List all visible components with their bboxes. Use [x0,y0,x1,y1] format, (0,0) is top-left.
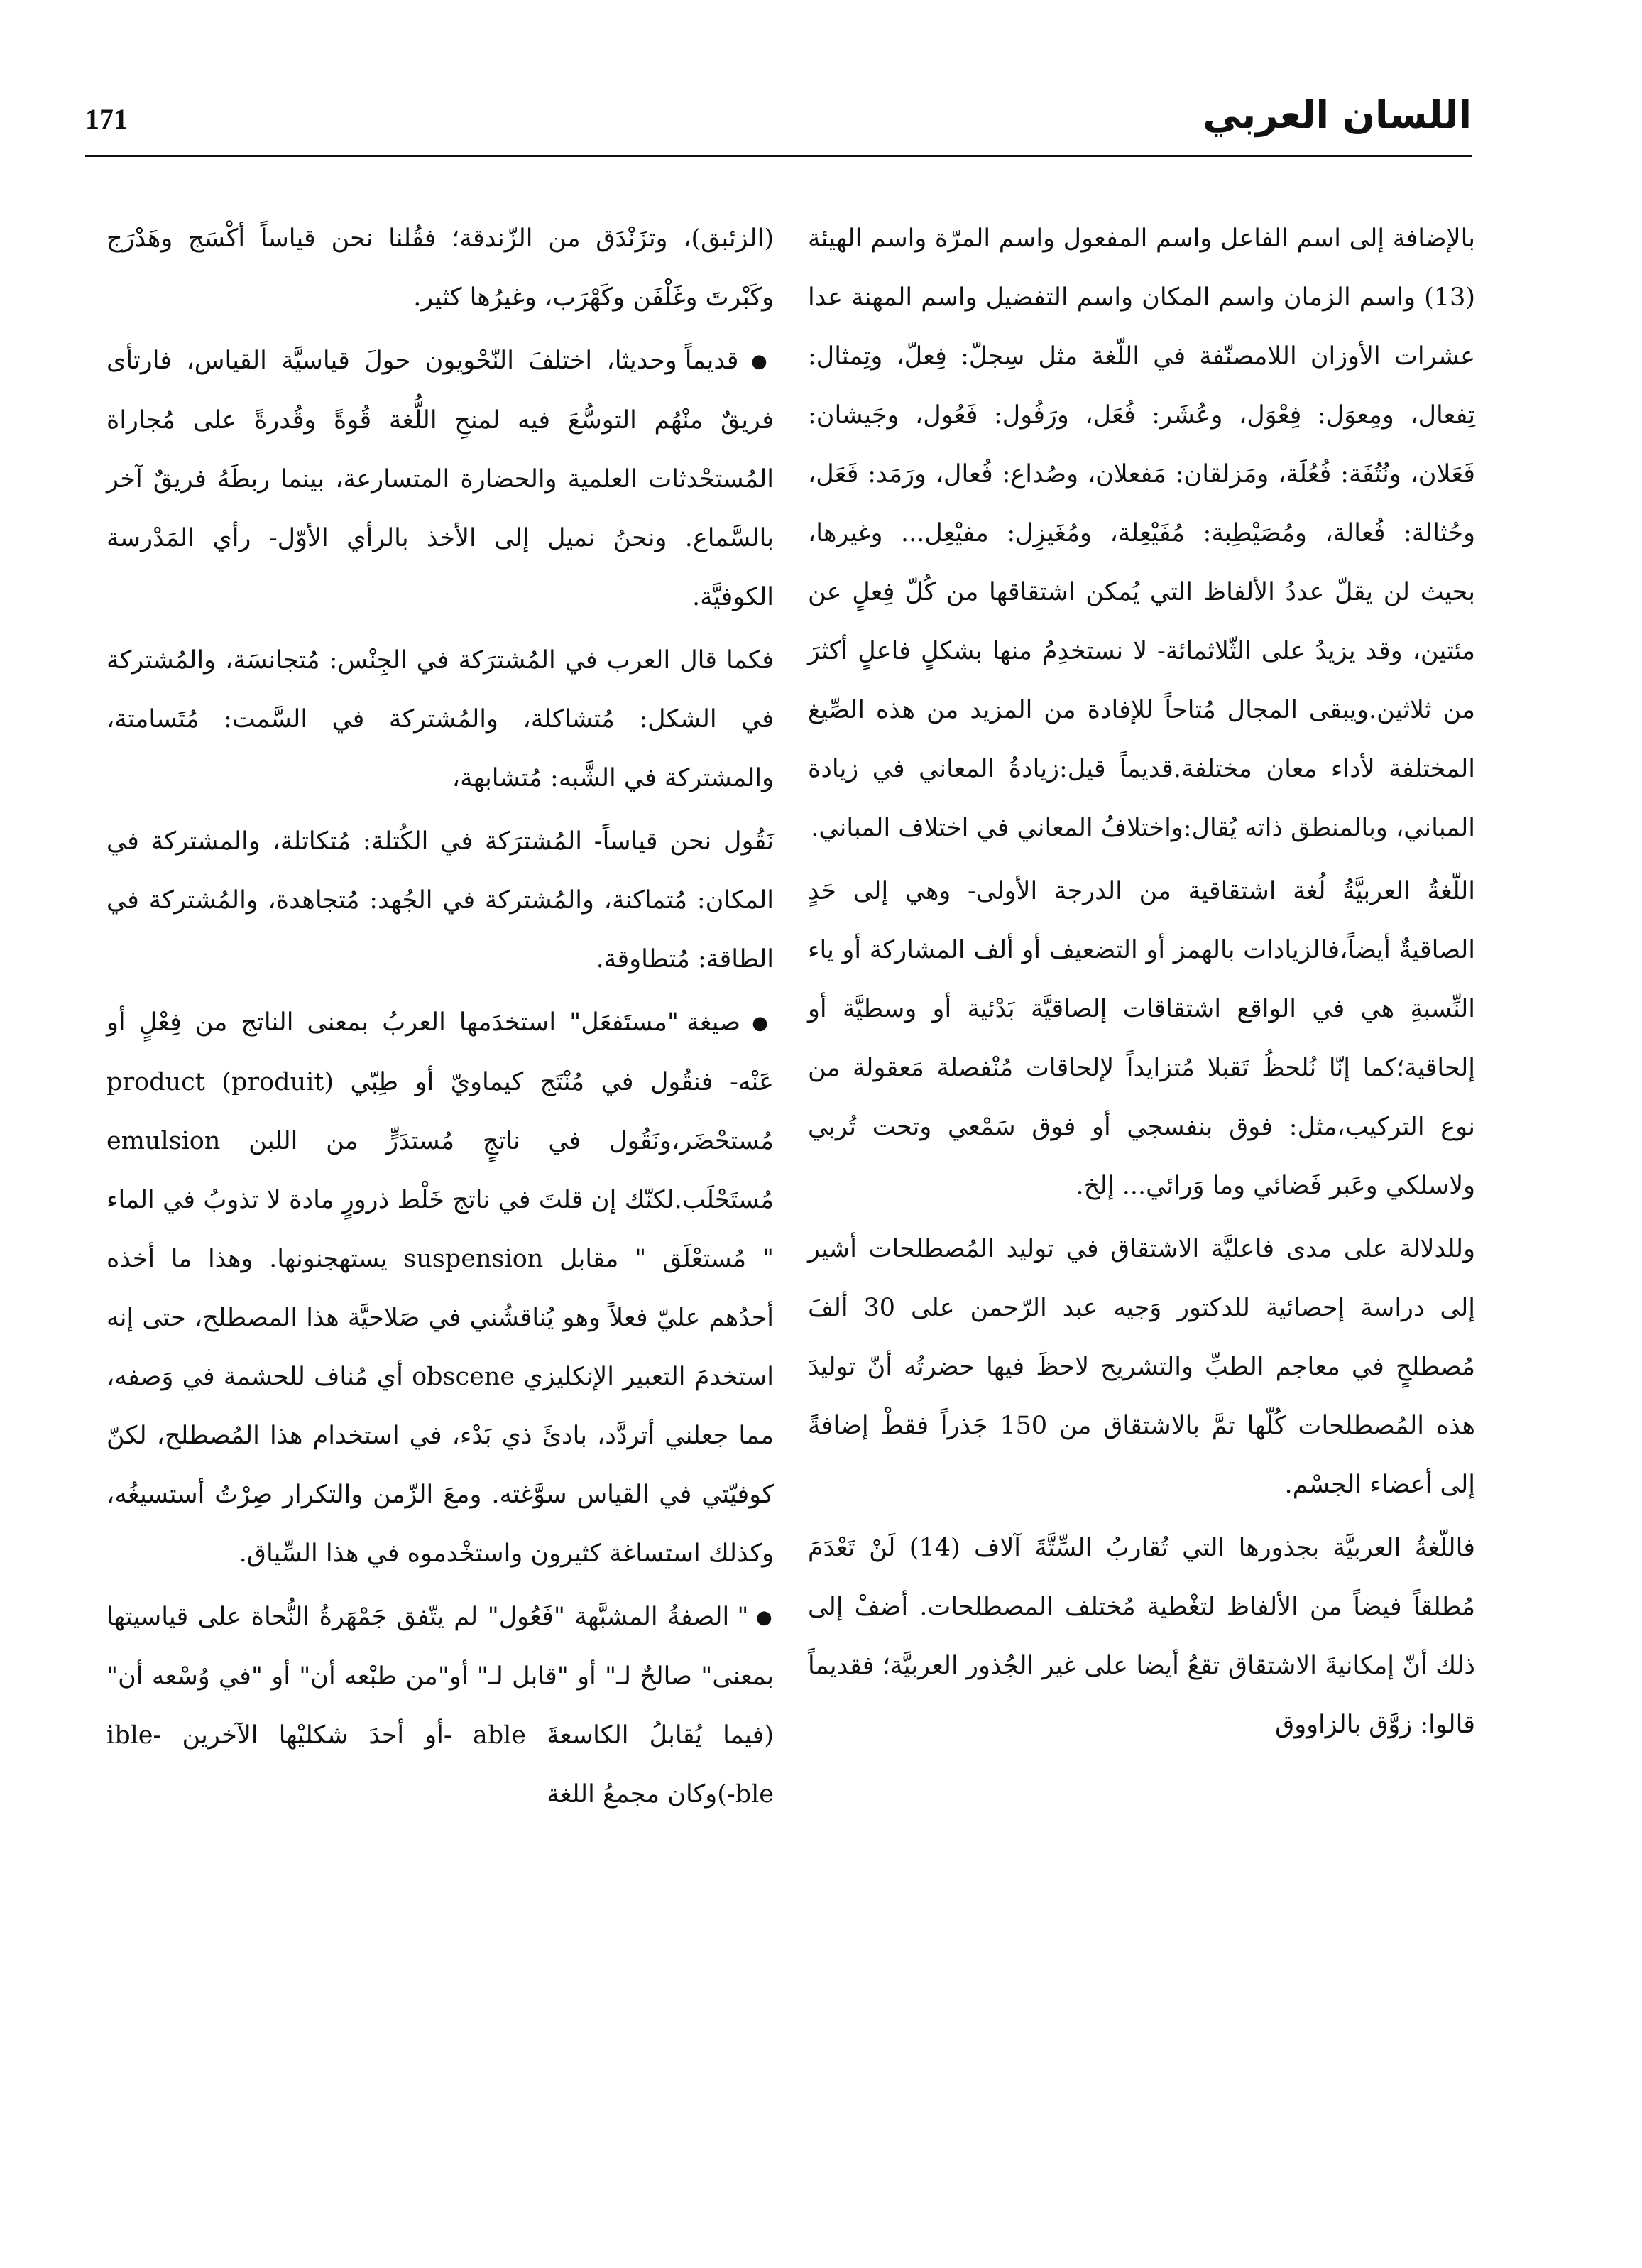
header-divider [85,155,1472,157]
page-header [85,85,1472,163]
left-column [106,209,774,1828]
right-column [808,209,1475,1759]
journal-title: اللسان العربي [1203,92,1472,137]
paragraph: بالإضافة إلى اسم الفاعل واسم المفعول واسم المرّة واسم الهيئة (13) واسم الزمان واسم المكان واسم التفضيل واسم المهنة عدا عشرات الأوزان اللامصنّفة في اللّغة مثل سِجلّ: فِعلّ، وتِمثال: تِفعال، ومِعوَل: فِعْوَل، وعُشَر: فُعَل، ورَفُول: فَعُول، وجَيشان: فَعَلان، ونُتُفَة: فُعُلَة، ومَزلقان: مَفعلان، وصُداع: فُعال، ورَمَد: فَعَل، وحُثالة: فُعالة، ومُصَيْطِبة: مُفَيْعِلة، ومُغَيزِل: مفيْعِل... وغيرها، بحيث لن يقلّ عددُ الألفاظ التي يُمكن اشتقاقها من كُلّ فِعلٍ عن مئتين، وقد يزيدُ على الثّلاثمائة- لا نستخدِمُ منها بشكلٍ فاعلٍ أكثرَ من ثلاثين.ويبقى المجال مُتاحاً للإفادة من المزيد من هذه الصِّيغ المختلفة لأداء معان مختلفة.قديماً قيل:زيادةُ المعاني في زيادة المباني، وبالمنطق ذاته يُقال:واختلافُ المعاني في اختلاف المباني. [808,224,1475,842]
bullet-paragraph: ● قديماً وحديثا، اختلفَ النّحْويون حولَ قياسيَّة القياس، فارتأى فريقٌ منْهُم التوسُّعَ فيه لمنحِ اللُّغة قُوةً وقُدرةً على مُجاراة المُستحْدثات العلمية والحضارة المتسارعة، بينما ربطَهُ فريقٌ آخر بالسَّماع. ونحنُ نميل إلى الأخذ بالرأي الأوّل- رأي المَدْرسة الكوفيَّة. [106,332,774,627]
paragraph: نَقُول نحن قياساً- المُشترَكة في الكُتلة: مُتكاتلة، والمشتركة في المكان: مُتماكنة، والمُشتركة في الجُهد: مُتجاهدة، والمُشتركة في الطاقة: مُتطاوقة. [106,827,774,974]
bullet-paragraph: ● صيغة "مستَفعَل" استخدَمها العربُ بمعنى الناتج من فِعْلٍ أو عَنْه- فنقُول في مُنْتَج كيماويّ أو طِبّي product (produit) مُستحْضَر،ونَقُول في ناتجٍ مُستدَرٍّ من اللبن emulsion مُستَحْلَب.لكنّك إن قلتَ في ناتج خَلْط ذرورٍ مادة لا تذوبُ في الماء " مُستعْلَق " مقابل suspension يستهجنونها. وهذا ما أخذه أحدُهم عليّ فعلاً وهو يُناقشُني في صَلاحيَّة هذا المصطلح، حتى إنه استخدمَ التعبير الإنكليزي obscene أي مُناف للحشمة في وَصفه، مما جعلني أتردَّد، بادئَ ذي بَدْء، في استخدام هذا المُصطلح، لكنّ كوفيّتي في القياس سوَّغته. ومعَ الزّمن والتكرار صِرْتُ أستسيغُه، وكذلك استساغة كثيرون واستخْدموه في هذا السِّياق. [106,993,774,1583]
paragraph: فكما قال العرب في المُشترَكة في الجِنْس: مُتجانسَة، والمُشتركة في الشكل: مُتشاكلة، والمُشتركة في السَّمت: مُتَسامتة، والمشتركة في الشَّبه: مُتشابهة، [106,646,774,792]
bullet-paragraph: ● " الصفةُ المشبَّهة "فَعُول" لم يتّفق جَمْهَرةُ النُّحاة على قياسيتها بمعنى" صالحٌ لـ" أو "قابل لـ" أو"من طبْعه أن" أو "في وُسْعه أن" (فيما يُقابلُ الكاسعةَ able -أو أحدَ شكليْها الآخرين ible-ble-)وكان مجمعُ اللغة [106,1588,774,1824]
paragraph: فاللّغةُ العربيَّة بجذورها التي تُقاربُ السِّتَّةَ آلاف (14) لَنْ تَعْدَمَ مُطلقاً فيضاً من الألفاظ لتغْطية مُختلف المصطلحات. أضفْ إلى ذلك أنّ إمكانيةَ الاشتقاق تقعُ أيضا على غير الجُذور العربيَّة؛ فقديماً قالوا: زوَّق بالزاووق [808,1534,1475,1739]
paragraph: (الزئبق)، وتزَنْدَق من الزّندقة؛ فقُلنا نحن قياساً أكْسَج وهَدْرَج وكَبْرتَ وغَلْفَن وكَهْرَب، وغيرُها كثير. [106,224,774,312]
page-number: 171 [85,103,128,135]
paragraph: وللدلالة على مدى فاعليَّة الاشتقاق في توليد المُصطلحات أشير إلى دراسة إحصائية للدكتور وَجيه عبد الرّحمن على 30 ألفَ مُصطلحٍ في معاجم الطبِّ والتشريح لاحظَ فيها حضرتُه أنّ توليدَ هذه المُصطلحات كُلّها تمَّ بالاشتقاق من 150 جَذراً فقطْ إضافةً إلى أعضاء الجسْم. [808,1235,1475,1499]
paragraph: اللّغةُ العربيَّةُ لُغة اشتقاقية من الدرجة الأولى- وهي إلى حَدٍ الصاقيةٌ أيضاً،فالزيادات بالهمز أو التضعيف أو ألف المشاركة أو ياء النِّسبةِ هي في الواقع اشتقاقات إلصاقيَّة بَدْئية أو وسطيَّة أو إلحاقية؛كما إنّا نُلحظُ تَقبلا مُتزايداً لإلحاقات مُنْفصلة مَعقولة من نوع التركيب،مثل: فوق بنفسجي أو فوق سَمْعي وتحت تُربي ولاسلكي وعَبر فَضائي وما وَرائي... إلخ. [808,877,1475,1200]
